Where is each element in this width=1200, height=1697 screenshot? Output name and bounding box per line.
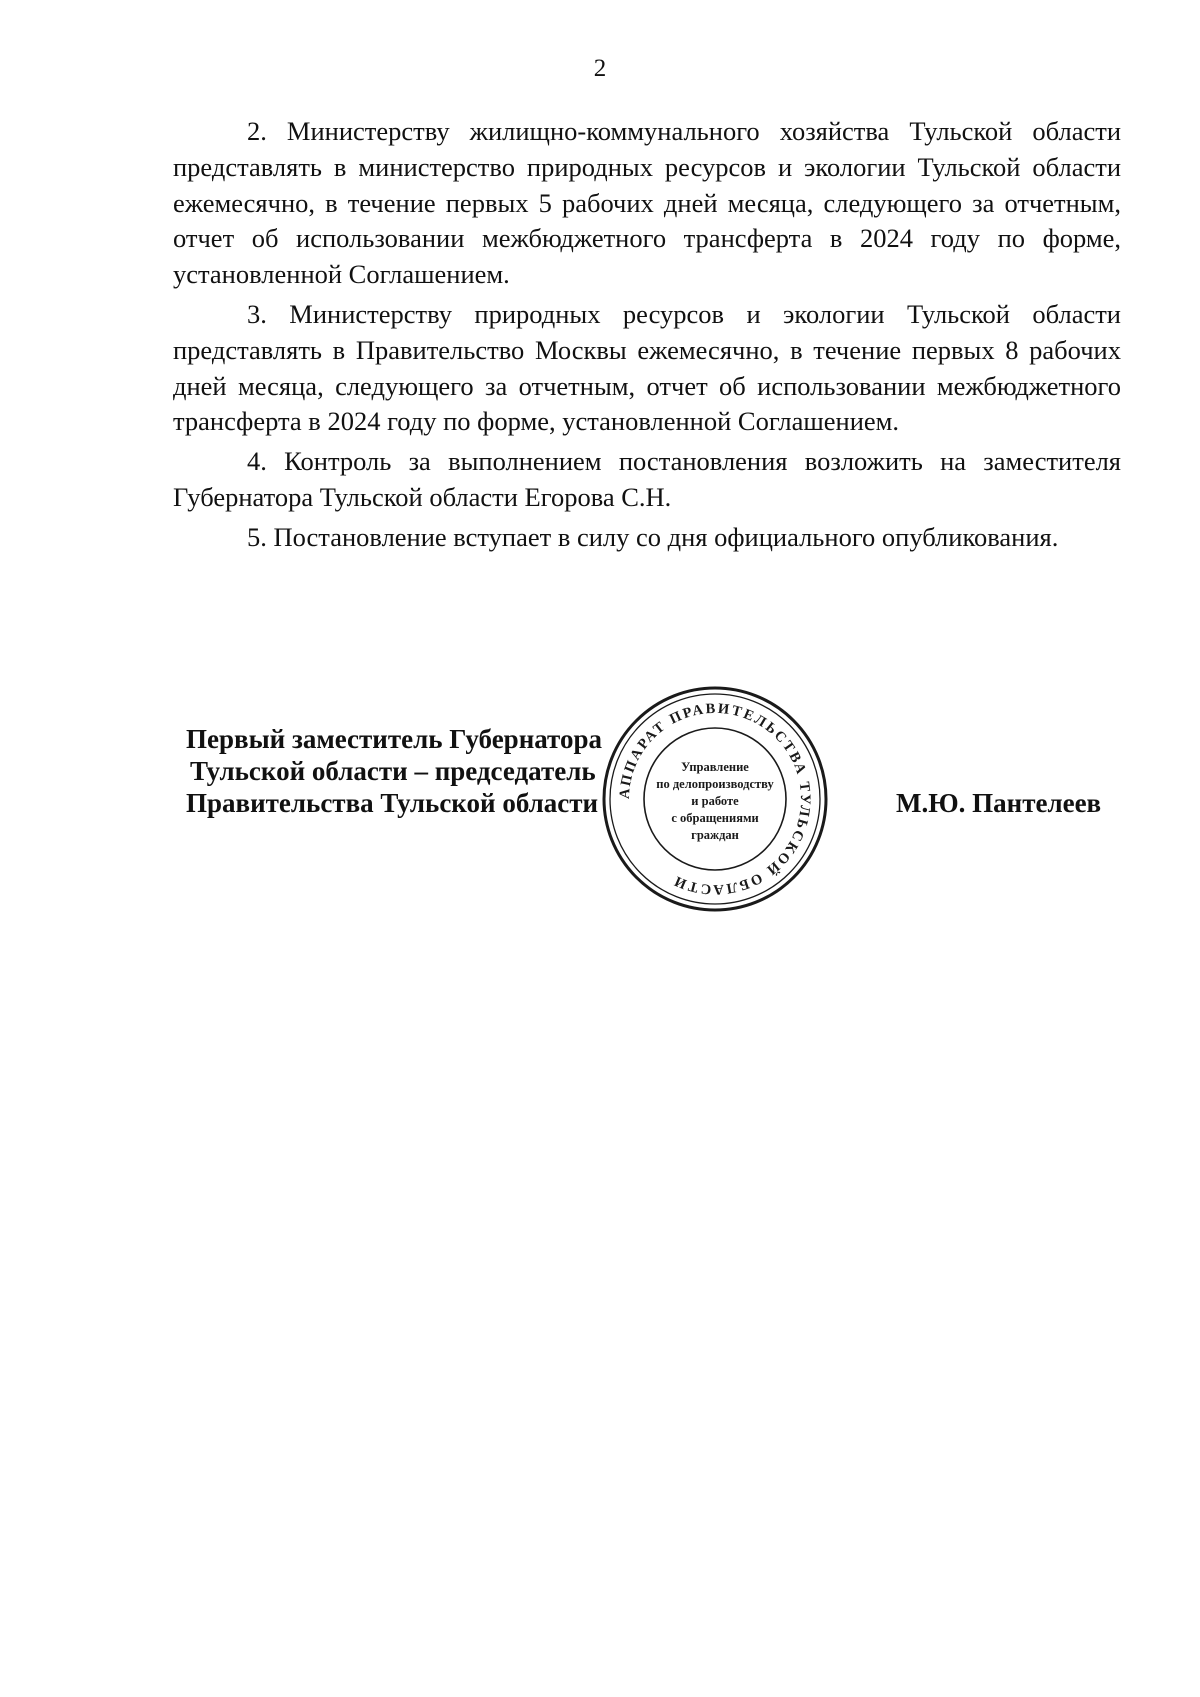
seal-center-line-4: с обращениями <box>671 811 759 825</box>
signatory-title-line-1: Первый заместитель Губернатора <box>186 724 602 754</box>
seal-icon <box>600 684 830 914</box>
paragraph-3: 3. Министерству природных ресурсов и экологии Тульской области представлять в Правительство Москвы ежемесячно, в течение первых 8 рабочих дней месяца, следующего за отчетным, отчет об использовании межбюджетного трансферта в 2024 году по форме, установленной Соглашением. <box>173 298 1121 437</box>
seal-center-line-3: и работе <box>691 794 739 808</box>
signatory-title <box>186 723 602 819</box>
paragraph-4: 4. Контроль за выполнением постановления возложить на заместителя Губернатора Тульской области Егорова С.Н. <box>173 446 1121 512</box>
seal-ring-text: АППАРАТ ПРАВИТЕЛЬСТВА ТУЛЬСКОЙ ОБЛАСТИ <box>616 700 814 898</box>
paragraph-5: 5. Постановление вступает в силу со дня официального опубликования. <box>247 521 1059 552</box>
signatory-title-line-2: Тульской области – председатель <box>190 756 596 786</box>
seal-center-line-1: Управление <box>681 760 749 774</box>
official-seal <box>600 684 830 914</box>
seal-center-line-5: граждан <box>691 828 739 842</box>
seal-center-line-2: по делопроизводству <box>656 777 774 791</box>
signatory-title-line-3: Правительства Тульской области <box>186 788 599 818</box>
page-number: 2 <box>593 55 607 82</box>
paragraph-2: 2. Министерству жилищно-коммунального хозяйства Тульской области представлять в министерство природных ресурсов и экологии Тульской области ежемесячно, в течение первых 5 рабочих дней месяца, следующего за отчетным, отчет об использовании межбюджетного трансферта в 2024 году по форме, установленной Соглашением. <box>173 116 1121 290</box>
signatory-name: М.Ю. Пантелеев <box>896 788 1102 818</box>
document-body <box>173 114 1121 560</box>
